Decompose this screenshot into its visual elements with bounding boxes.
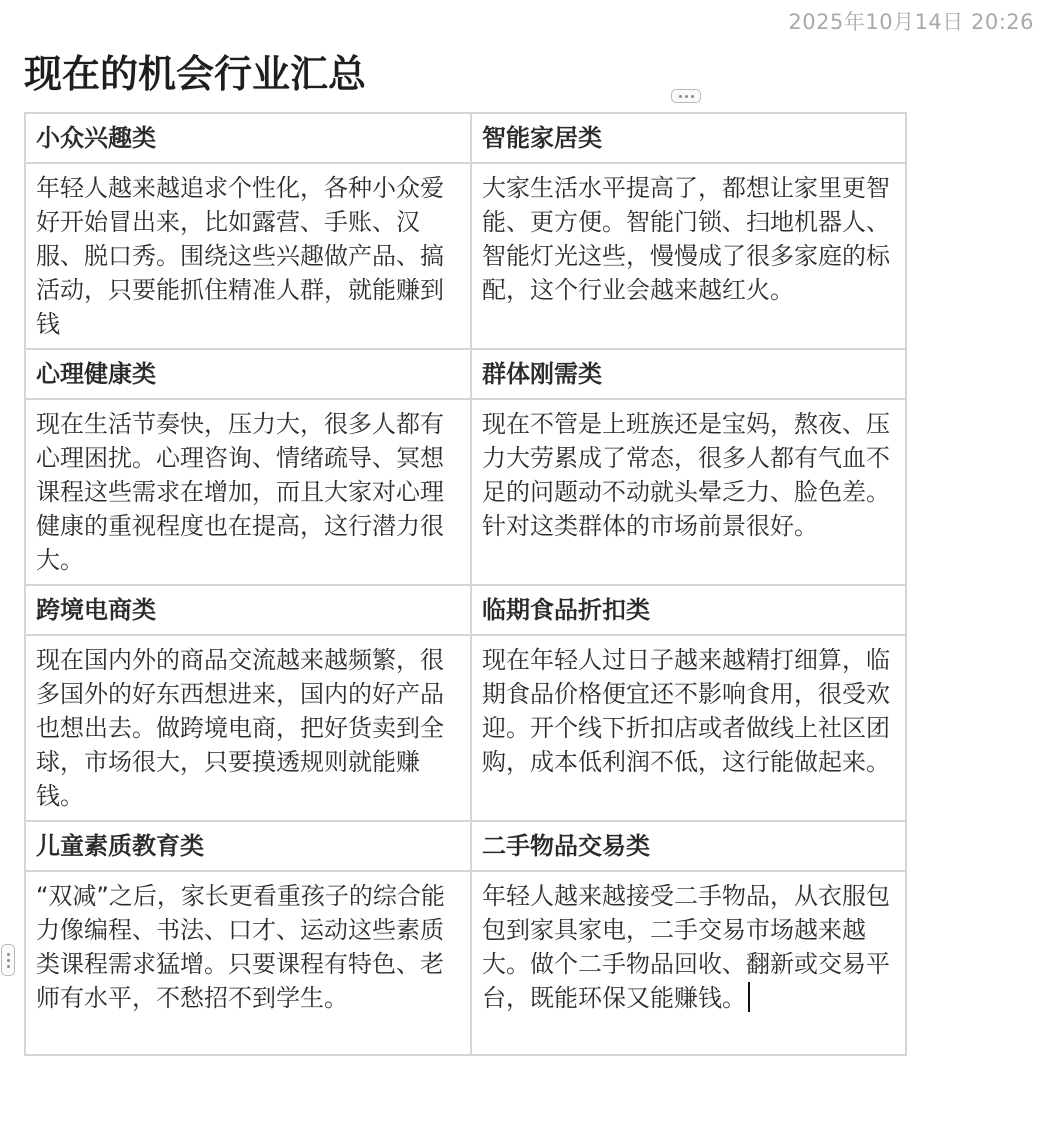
opportunity-table[interactable]: [24, 112, 907, 1056]
note-timestamp: 2025年10月14日 20:26: [788, 10, 1034, 34]
page-title[interactable]: 现在的机会行业汇总: [24, 52, 367, 96]
table-cell-body[interactable]: 现在国内外的商品交流越来越频繁，很多国外的好东西想进来，国内的好产品也想出去。做跨境电商，把好货卖到全球，市场很大，只要摸透规则就能赚钱。: [25, 635, 471, 821]
text-caret: [748, 982, 750, 1012]
table-cell-body[interactable]: 现在年轻人过日子越来越精打细算，临期食品价格便宜还不影响食用，很受欢迎。开个线下折扣店或者做线上社区团购，成本低利润不低，这行能做起来。: [471, 635, 906, 821]
table-cell-heading[interactable]: 二手物品交易类: [471, 821, 906, 871]
table-cell-body[interactable]: 现在生活节奏快，压力大，很多人都有心理困扰。心理咨询、情绪疏导、冥想课程这些需求在增加，而且大家对心理健康的重视程度也在提高，这行潜力很大。: [25, 399, 471, 585]
table-cell-body[interactable]: 年轻人越来越追求个性化，各种小众爱好开始冒出来，比如露营、手账、汉服、脱口秀。围绕这些兴趣做产品、搞活动，只要能抓住精准人群，就能赚到钱: [25, 163, 471, 349]
table-cell-body[interactable]: [25, 871, 471, 1055]
table-row: [25, 349, 906, 399]
table-cell-heading[interactable]: 小众兴趣类: [25, 113, 471, 163]
table-cell-body[interactable]: 现在不管是上班族还是宝妈，熬夜、压力大劳累成了常态，很多人都有气血不足的问题动不动就头晕乏力、脸色差。针对这类群体的市场前景很好。: [471, 399, 906, 585]
table-cell-heading[interactable]: 跨境电商类: [25, 585, 471, 635]
table-cell-heading[interactable]: 群体刚需类: [471, 349, 906, 399]
table-row: [25, 585, 906, 635]
table-row: [25, 635, 906, 821]
more-horizontal-icon[interactable]: [671, 89, 701, 103]
cell-text: “双减”之后，家长更看重孩子的综合能力像编程、书法、口才、运动这些素质类课程需求猛增。只要课程有特色、老师有水平，不愁招不到学生。: [36, 882, 445, 1012]
table-cell-heading[interactable]: 临期食品折扣类: [471, 585, 906, 635]
table-cell-heading[interactable]: 儿童素质教育类: [25, 821, 471, 871]
table-cell-body[interactable]: 大家生活水平提高了，都想让家里更智能、更方便。智能门锁、扫地机器人、智能灯光这些，慢慢成了很多家庭的标配，这个行业会越来越红火。: [471, 163, 906, 349]
table-cell-body[interactable]: [471, 871, 906, 1055]
more-vertical-icon[interactable]: [1, 944, 15, 976]
table-row: [25, 113, 906, 163]
cell-text: 年轻人越来越接受二手物品，从衣服包包到家具家电，二手交易市场越来越大。做个二手物品回收、翻新或交易平台，既能环保又能赚钱。: [482, 882, 890, 1012]
table-cell-heading[interactable]: 智能家居类: [471, 113, 906, 163]
table-row: [25, 871, 906, 1055]
table-row: [25, 821, 906, 871]
table-row: [25, 163, 906, 349]
table-row: [25, 399, 906, 585]
table-cell-heading[interactable]: 心理健康类: [25, 349, 471, 399]
